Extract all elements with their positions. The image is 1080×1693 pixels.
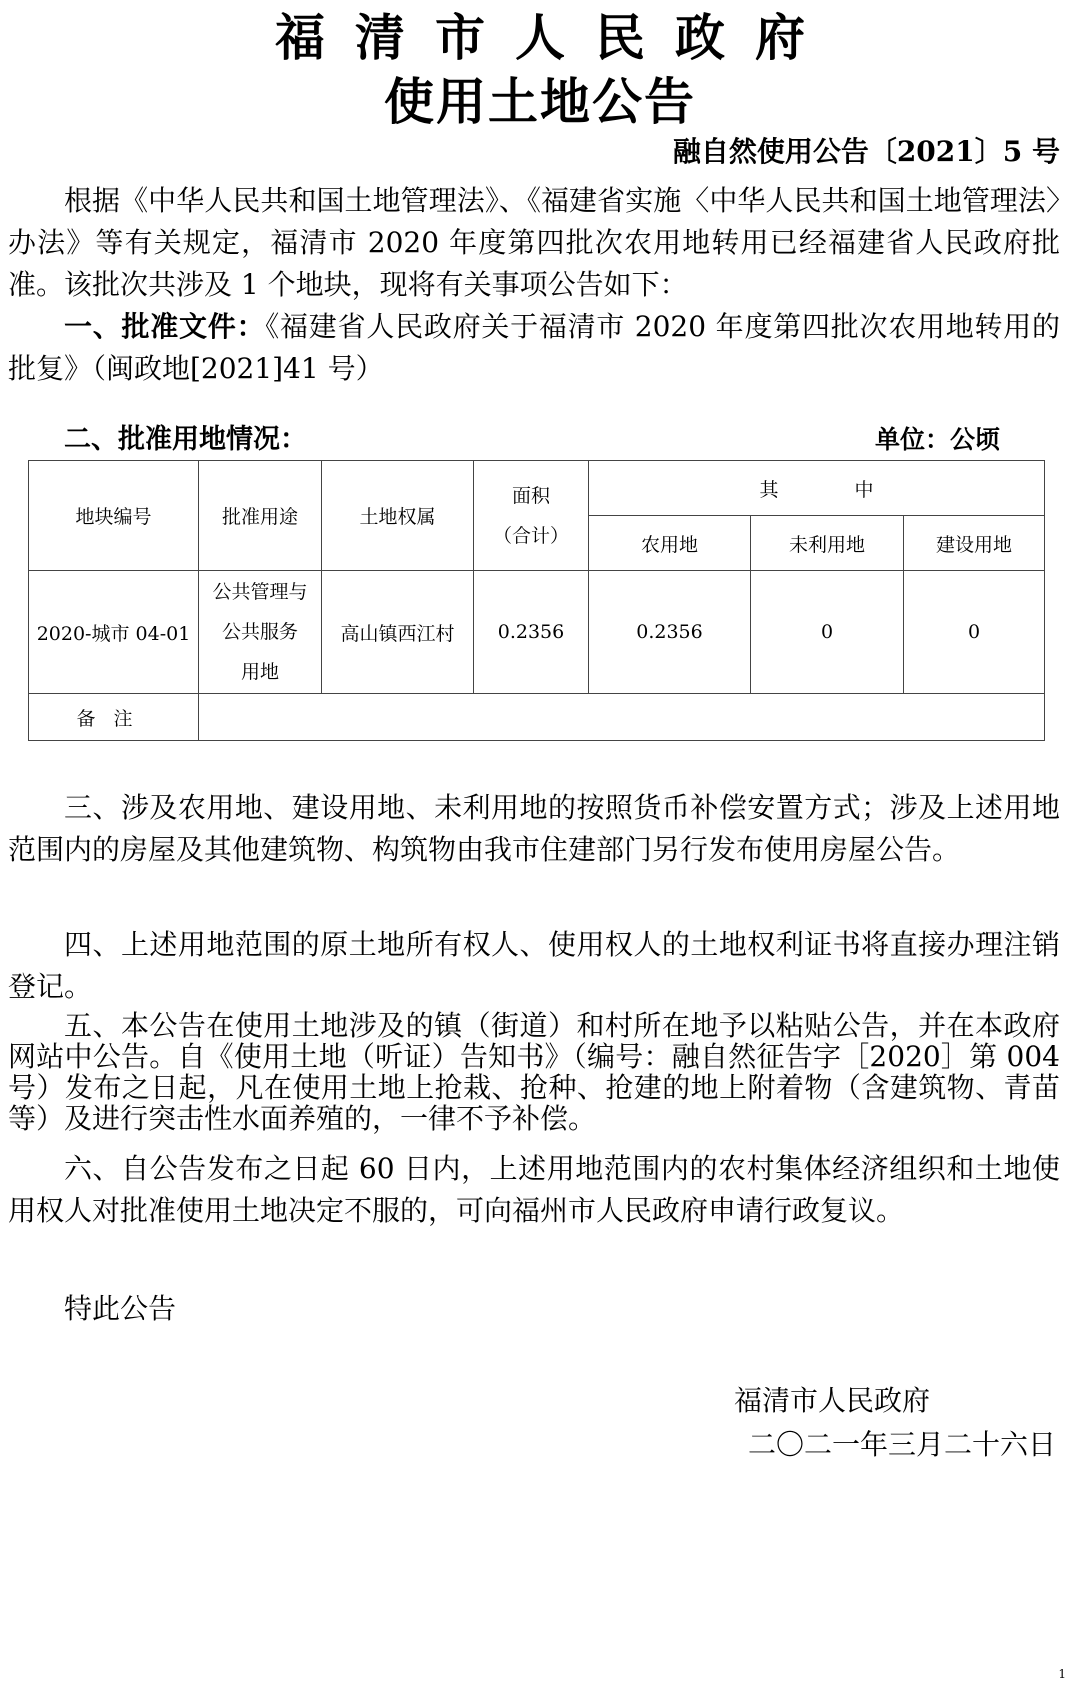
cell-unused: 0 bbox=[751, 571, 904, 694]
header-parcel-no: 地块编号 bbox=[29, 461, 199, 571]
cell-construction: 0 bbox=[904, 571, 1045, 694]
table-row bbox=[29, 571, 1045, 694]
header-of-which: 其 中 bbox=[589, 461, 1045, 516]
header-ownership: 土地权属 bbox=[322, 461, 474, 571]
page-title: 福清市人民政府 bbox=[275, 9, 835, 67]
header-area-line2: （合计） bbox=[492, 524, 569, 547]
cell-agricultural: 0.2356 bbox=[589, 571, 751, 694]
header-use: 批准用途 bbox=[199, 461, 322, 571]
closing: 特此公告 bbox=[64, 1292, 177, 1325]
cell-use-line2: 公共服务 bbox=[221, 621, 298, 643]
section-5: 五、本公告在使用土地涉及的镇（街道）和村所在地予以粘贴公告，并在本政府网站中公告。自《使用土地（听证）告知书》（编号：融自然征告字［2020］第 004 号）发布之日起，凡在使用土地上抢栽、抢种、抢建的地上附着物（含建筑物、青苗等）及进行突击性水面养殖的，一律不予补偿。 bbox=[8, 1009, 1060, 1135]
page-subtitle: 使用土地公告 bbox=[384, 73, 696, 131]
unit-label: 单位：公顷 bbox=[874, 425, 1000, 454]
cell-use-line3: 用地 bbox=[240, 661, 279, 683]
section-1 bbox=[8, 306, 1060, 390]
section-2-heading: 二、批准用地情况： bbox=[64, 424, 307, 455]
intro-paragraph: 根据《中华人民共和国土地管理法》、《福建省实施〈中华人民共和国土地管理法〉办法》等有关规定，福清市 2020 年度第四批次农用地转用已经福建省人民政府批准。该批次共涉及 1 个地块，现将有关事项公告如下： bbox=[8, 184, 1060, 301]
document-number: 融自然使用公告〔2021〕5 号 bbox=[672, 135, 1060, 168]
land-table bbox=[28, 460, 1045, 741]
remarks-label: 备注 bbox=[29, 694, 199, 741]
header-construction: 建设用地 bbox=[904, 516, 1045, 571]
cell-parcel-no: 2020-城市 04-01 bbox=[29, 571, 199, 694]
page-number: 1 bbox=[1058, 1667, 1066, 1681]
cell-ownership: 高山镇西江村 bbox=[322, 571, 474, 694]
cell-use bbox=[199, 571, 322, 694]
cell-use-line1: 公共管理与 bbox=[212, 581, 308, 603]
signature-org: 福清市人民政府 bbox=[733, 1384, 930, 1417]
section-1-heading: 一、批准文件： bbox=[64, 310, 266, 343]
section-3: 三、涉及农用地、建设用地、未利用地的按照货币补偿安置方式；涉及上述用地范围内的房屋及其他建筑物、构筑物由我市住建部门另行发布使用房屋公告。 bbox=[8, 791, 1060, 866]
section-4: 四、上述用地范围的原土地所有权人、使用权人的土地权利证书将直接办理注销登记。 bbox=[8, 928, 1060, 1003]
signature-date: 二〇二一年三月二十六日 bbox=[747, 1428, 1056, 1461]
header-agricultural: 农用地 bbox=[589, 516, 751, 571]
section-1-text: 《福建省人民政府关于福清市 2020 年度第四批次农用地转用的批复》（闽政地[2021]41 号） bbox=[8, 310, 1060, 385]
header-unused: 未利用地 bbox=[751, 516, 904, 571]
cell-area-total: 0.2356 bbox=[474, 571, 589, 694]
header-area bbox=[474, 461, 589, 571]
remarks-value bbox=[199, 694, 1045, 741]
header-area-line1: 面积 bbox=[511, 484, 550, 507]
section-6: 六、自公告发布之日起 60 日内，上述用地范围内的农村集体经济组织和土地使用权人对批准使用土地决定不服的，可向福州市人民政府申请行政复议。 bbox=[8, 1152, 1060, 1227]
